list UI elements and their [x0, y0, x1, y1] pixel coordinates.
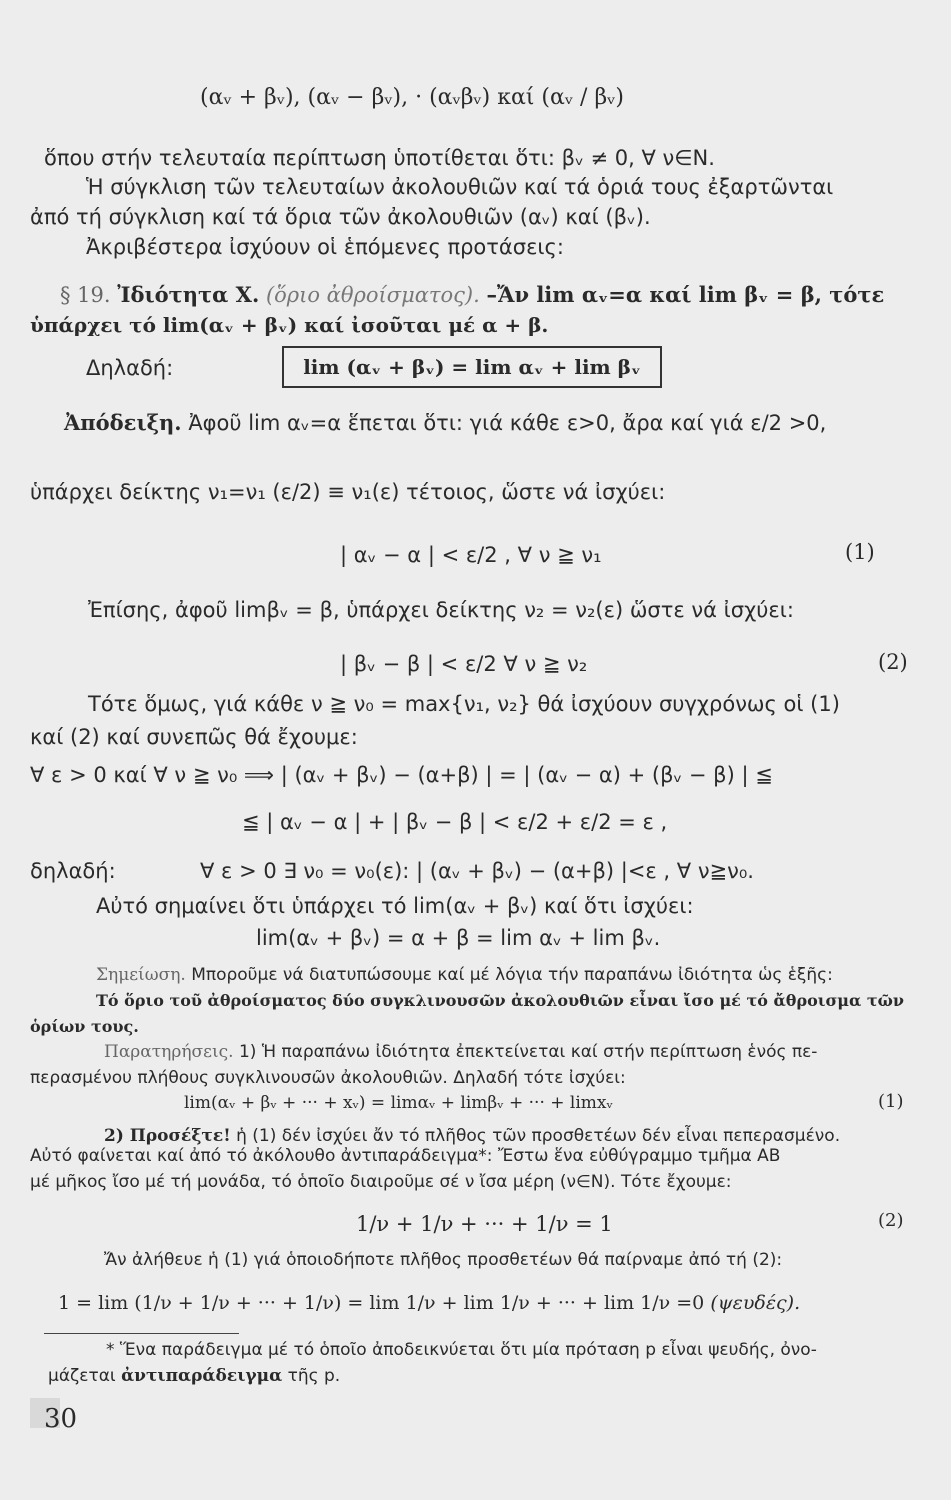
- formula-counterexample: [58, 1292, 800, 1315]
- remarks-text: 1) Ἡ παραπάνω ἰδιότητα ἐπεκτείνεται καί στήν περίπτωση ἑνός πε-: [238, 1042, 818, 1062]
- footnote-word: τῆς p.: [287, 1366, 341, 1386]
- theorem-statement-cont: ὑπάρχει τό lim(αᵥ + βᵥ) καί ἰσοῦται μέ α + β.: [30, 313, 549, 337]
- footnote-rule: [44, 1333, 239, 1334]
- theorem-statement: –Ἄν lim αᵥ=α καί lim βᵥ = β, τότε: [486, 282, 885, 307]
- equation-number: (2): [878, 650, 908, 674]
- note-bold-text-cont: ὁρίων τους.: [30, 1017, 139, 1036]
- caution-text: ἡ (1) δέν ἰσχύει ἄν τό πλῆθος τῶν προσθετέων δέν εἶναι πεπερασμένο.: [236, 1126, 841, 1146]
- formula-sequences: (αᵥ + βᵥ), (αᵥ − βᵥ), · (αᵥβᵥ) καί (αᵥ / βᵥ): [200, 85, 624, 110]
- formula-inequality: ≦ | αᵥ − α | + | βᵥ − β | < ε/2 + ε/2 = ε ,: [242, 810, 668, 834]
- note-text: Μποροῦμε νά διατυπώσουμε καί μέ λόγια τήν παραπάνω ἰδιότητα ὡς ἑξῆς:: [191, 965, 833, 985]
- equation-number: (1): [878, 1091, 904, 1112]
- label-diladi: δηλαδή:: [30, 859, 116, 883]
- footnote-text-cont: [48, 1366, 340, 1386]
- text-line: καί (2) καί συνεπῶς θά ἔχουμε:: [30, 725, 358, 749]
- note-heading: Σημείωση.: [96, 965, 186, 985]
- footnote-word: μάζεται: [48, 1366, 116, 1386]
- remarks-line: [104, 1042, 817, 1062]
- proof-heading: Ἀπόδειξη.: [64, 410, 182, 435]
- text-line: Αὐτό φαίνεται καί ἀπό τό ἀκόλουθο ἀντιπαράδειγμα*: Ἔστω ἕνα εὐθύγραμμο τμῆμα ΑΒ: [30, 1146, 781, 1166]
- proof-text: Ἀφοῦ lim αᵥ=α ἕπεται ὅτι: γιά κάθε ε>0, ἄρα καί γιά ε/2 >0,: [188, 411, 827, 435]
- text-line: Ἀκριβέστερα ἰσχύουν οἱ ἑπόμενες προτάσεις:: [86, 235, 564, 259]
- section-heading: [60, 282, 884, 308]
- label-diladi: Δηλαδή:: [86, 356, 174, 380]
- note-bold-text: Τό ὅριο τοῦ ἀθροίσματος δύο συγκλινουσῶν ἀκολουθιῶν εἶναι ἴσο μέ τό ἄθροισμα τῶν: [96, 991, 904, 1010]
- text-line: Ἄν ἀλήθευε ἡ (1) γιά ὁποιοδήποτε πλῆθος προσθετέων θά παίρναμε ἀπό τή (2):: [104, 1250, 783, 1270]
- property-subtitle: (ὅριο ἀθροίσματος).: [265, 283, 480, 307]
- text-line: περασμένου πλήθους συγκλινουσῶν ἀκολουθιῶν. Δηλαδή τότε ἰσχύει:: [30, 1068, 626, 1088]
- section-number: § 19.: [60, 283, 111, 307]
- page-number: 30: [44, 1404, 78, 1434]
- false-tag: (ψευδές).: [710, 1292, 801, 1314]
- text-line: Ἐπίσης, ἀφοῦ limβᵥ = β, ὑπάρχει δείκτης ν₂ = ν₂(ε) ὥστε νά ἰσχύει:: [88, 598, 794, 622]
- footnote-term: ἀντιπαράδειγμα: [121, 1366, 283, 1386]
- footnote-text: * Ἕνα παράδειγμα μέ τό ὁποῖο ἀποδεικνύεται ὅτι μία πρόταση p εἶναι ψευδής, ὀνο-: [106, 1340, 817, 1360]
- formula-2: | βᵥ − β | < ε/2 ∀ ν ≧ ν₂: [340, 652, 588, 676]
- formula-implication: ∀ ε > 0 καί ∀ ν ≧ ν₀ ⟹ | (αᵥ + βᵥ) − (α+β) | = | (αᵥ − α) + (βᵥ − β) | ≦: [30, 763, 773, 787]
- formula-counterexample-body: 1 = lim (1/ν + 1/ν + ··· + 1/ν) = lim 1/ν + lim 1/ν + ··· + lim 1/ν =0: [58, 1292, 705, 1314]
- property-title: Ἰδιότητα Χ.: [117, 282, 260, 307]
- formula-finite-sum: lim(αᵥ + βᵥ + ··· + xᵥ) = limαᵥ + limβᵥ + ··· + limxᵥ: [184, 1093, 613, 1113]
- text-line: ὅπου στήν τελευταία περίπτωση ὑποτίθεται ὅτι: βᵥ ≠ 0, ∀ ν∈N.: [44, 146, 715, 170]
- boxed-formula: lim (αᵥ + βᵥ) = lim αᵥ + lim βᵥ: [282, 346, 662, 388]
- formula-partition: 1/ν + 1/ν + ··· + 1/ν = 1: [356, 1212, 613, 1236]
- text-line: μέ μῆκος ἴσο μέ τή μονάδα, τό ὁποῖο διαιροῦμε σέ ν ἴσα μέρη (ν∈N). Τότε ἔχουμε:: [30, 1172, 732, 1192]
- text-line: Τότε ὅμως, γιά κάθε ν ≧ ν₀ = max{ν₁, ν₂} θά ἰσχύουν συγχρόνως οἱ (1): [88, 692, 840, 716]
- caution-line: [104, 1126, 840, 1146]
- formula-epsilon: ∀ ε > 0 ∃ ν₀ = ν₀(ε): | (αᵥ + βᵥ) − (α+β) |<ε , ∀ ν≧ν₀.: [200, 859, 754, 883]
- equation-number: (1): [845, 540, 875, 564]
- caution-heading: 2) Προσέξτε!: [104, 1126, 231, 1146]
- text-line: Ἡ σύγκλιση τῶν τελευταίων ἀκολουθιῶν καί τά ὁριά τους ἐξαρτῶνται: [86, 175, 834, 199]
- note-line: [96, 965, 833, 985]
- formula-1: | αᵥ − α | < ε/2 , ∀ ν ≧ ν₁: [340, 543, 602, 567]
- text-line: ὑπάρχει δείκτης ν₁=ν₁ (ε/2) ≡ ν₁(ε) τέτοιος, ὥστε νά ἰσχύει:: [30, 480, 666, 504]
- remarks-heading: Παρατηρήσεις.: [104, 1042, 234, 1062]
- proof-line: [64, 410, 826, 436]
- text-line: ἀπό τή σύγκλιση καί τά ὅρια τῶν ἀκολουθιῶν (αᵥ) καί (βᵥ).: [30, 205, 651, 229]
- formula-result: lim(αᵥ + βᵥ) = α + β = lim αᵥ + lim βᵥ.: [256, 926, 661, 950]
- equation-number: (2): [878, 1210, 904, 1231]
- text-line: Αὐτό σημαίνει ὅτι ὑπάρχει τό lim(αᵥ + βᵥ) καί ὅτι ἰσχύει:: [96, 894, 694, 918]
